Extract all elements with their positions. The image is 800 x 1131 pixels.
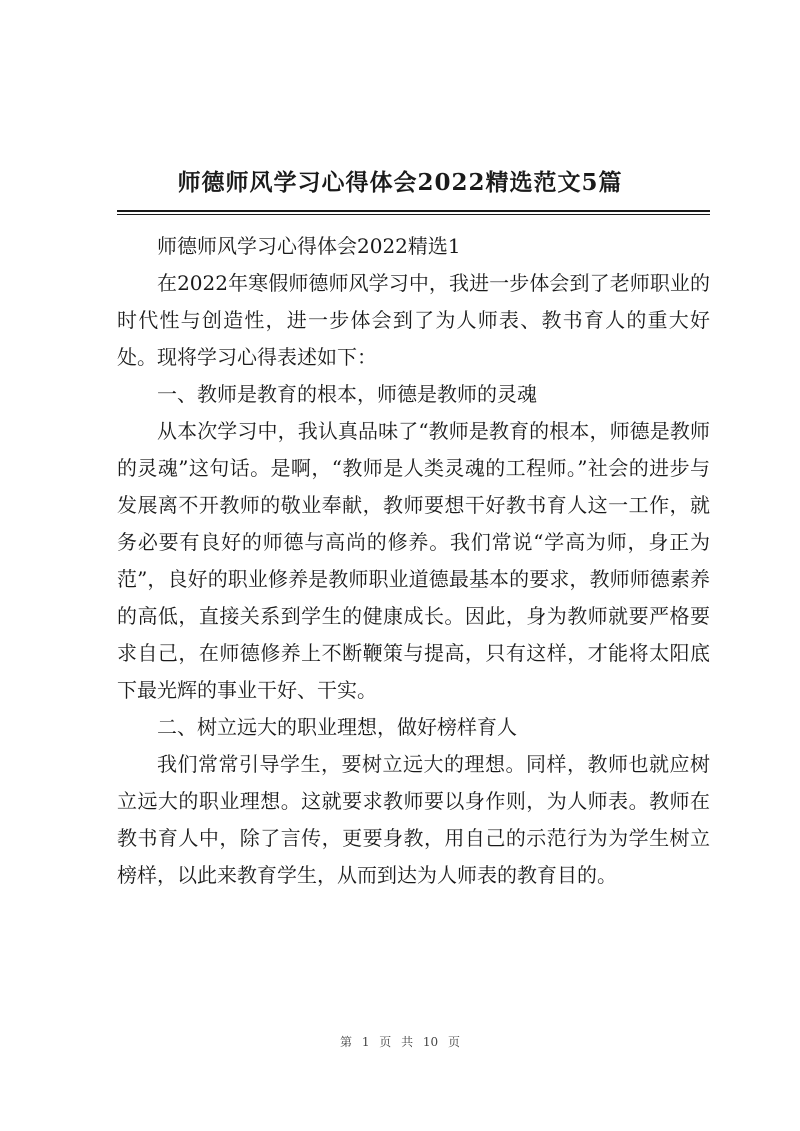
section-heading: 师德师风学习心得体会2022精选1: [157, 234, 461, 258]
document-body: [117, 228, 710, 894]
page-number-footer: 第 1 页 共 10 页: [340, 1035, 460, 1049]
paragraph: 我们常常引导学生，要树立远大的理想。同样，教师也就应树立远大的职业理想。这就要求教师要以身作则，为人师表。教师在教书育人中，除了言传，更要身教，用自己的示范行为为学生树立榜样，以此来教育学生，从而到达为人师表的教育目的。: [117, 752, 710, 887]
document-title: 师德师风学习心得体会2022精选范文5篇: [177, 169, 623, 196]
subsection-heading: 一、教师是教育的根本，师德是教师的灵魂: [157, 382, 537, 406]
subsection-heading: 二、树立远大的职业理想，做好榜样育人: [157, 715, 517, 739]
paragraph: 从本次学习中，我认真品味了“教师是教育的根本，师德是教师的灵魂”这句话。是啊，“教师是人类灵魂的工程师。”社会的进步与发展离不开教师的敬业奉献，教师要想干好教书育人这一工作，就务必要有良好的师德与高尚的修养。我们常说“学高为师，身正为范”，良好的职业修养是教师职业道德最基本的要求，教师师德素养的高低，直接关系到学生的健康成长。因此，身为教师就要严格要求自己，在师德修养上不断鞭策与提高，只有这样，才能将太阳底下最光辉的事业干好、干实。: [117, 419, 710, 702]
title-underline-thin: [117, 214, 710, 215]
paragraph: 在2022年寒假师德师风学习中，我进一步体会到了老师职业的时代性与创造性，进一步体会到了为人师表、教书育人的重大好处。现将学习心得表述如下：: [117, 271, 710, 369]
title-underline-thick: [117, 210, 710, 212]
